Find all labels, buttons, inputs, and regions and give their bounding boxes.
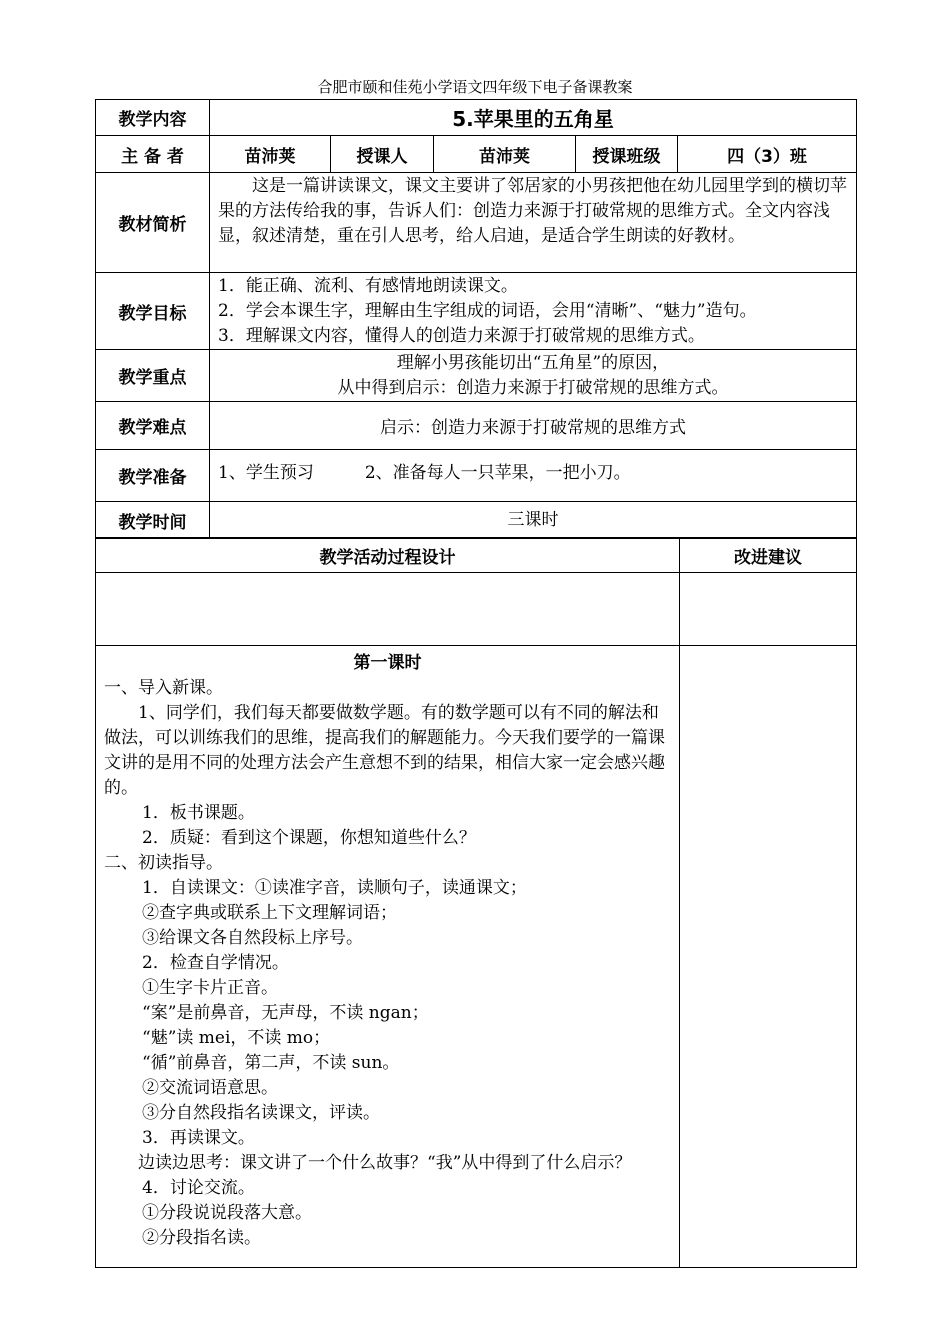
lesson-info-table: [95, 99, 857, 539]
planner-value: 苗沛荚: [210, 136, 331, 173]
lesson-line: ①分段说说段落大意。: [142, 1203, 312, 1223]
lesson-line: 1．板书课题。: [142, 803, 255, 823]
time-label: 教学时间: [96, 502, 210, 539]
key-line: 从中得到启示：创造力来源于打破常规的思维方式。: [337, 377, 729, 398]
design-header: 教学活动过程设计: [96, 538, 680, 573]
prep-label: 教学准备: [96, 450, 210, 502]
lesson-section-title: 第一课时: [353, 653, 422, 673]
goal-item: 3．理解课文内容，懂得人的创造力来源于打破常规的思维方式。: [218, 326, 705, 346]
lesson-line: ②查字典或联系上下文理解词语；: [142, 903, 397, 923]
lesson-content: [96, 646, 680, 1268]
difficulty-text: 启示：创造力来源于打破常规的思维方式: [210, 402, 857, 450]
analysis-text: 这是一篇讲读课文，课文主要讲了邻居家的小男孩把他在幼儿园里学到的横切苹果的方法传给我的事，告诉人们：创造力来源于打破常规的思维方式。全文内容浅显，叙述清楚，重在引人思考，给人启迪，是适合学生朗读的好教材。: [210, 173, 857, 273]
lesson-line: 4．讨论交流。: [142, 1178, 255, 1198]
time-text: 三课时: [210, 502, 857, 539]
key-text: [210, 350, 857, 402]
lesson-line: “循”前鼻音，第二声，不读 sun。: [142, 1053, 400, 1073]
teacher-value: 苗沛荚: [434, 136, 576, 173]
lesson-lines: [104, 676, 671, 1251]
lesson-line: “魅”读 mei，不读 mo；: [142, 1028, 331, 1048]
lesson-line: ③给课文各自然段标上序号。: [142, 928, 363, 948]
blank-design-cell: [96, 573, 680, 646]
suggestion-cell: [680, 646, 857, 1268]
planner-label: 主 备 者: [96, 136, 210, 173]
lesson-line: 边读边思考：课文讲了一个什么故事？“我”从中得到了什么启示？: [138, 1153, 632, 1173]
lesson-line: ②交流词语意思。: [142, 1078, 278, 1098]
class-value: 四（3）班: [678, 136, 857, 173]
key-label: 教学重点: [96, 350, 210, 402]
lesson-line: 1．自读课文：①读准字音，读顺句子，读通课文；: [142, 878, 527, 898]
goals-list: [210, 273, 857, 350]
lesson-title: 5.苹果里的五角星: [210, 100, 857, 136]
content-label: 教学内容: [96, 100, 210, 136]
lesson-line: ①生字卡片正音。: [142, 978, 278, 998]
lesson-line: ③分自然段指名读课文，评读。: [142, 1103, 380, 1123]
lesson-line: 3．再读课文。: [142, 1128, 255, 1148]
class-label: 授课班级: [576, 136, 678, 173]
prep-text: 1、学生预习 2、准备每人一只苹果，一把小刀。: [210, 450, 857, 502]
lesson-line: “案”是前鼻音，无声母，不读 ngan；: [142, 1003, 429, 1023]
lesson-line: 1、同学们，我们每天都要做数学题。有的数学题可以有不同的解法和做法，可以训练我们的思维，提高我们的解题能力。今天我们要学的一篇课文讲的是用不同的处理方法会产生意想不到的结果，相信大家一定会感兴趣的。: [104, 703, 665, 798]
lesson-line: 二、初读指导。: [104, 853, 223, 873]
lesson-line: 2．检查自学情况。: [142, 953, 289, 973]
suggestion-header: 改进建议: [680, 538, 857, 573]
goal-item: 1．能正确、流利、有感情地朗读课文。: [218, 276, 518, 296]
process-table: [95, 537, 857, 1268]
teacher-label: 授课人: [331, 136, 434, 173]
lesson-line: ②分段指名读。: [142, 1228, 261, 1248]
goal-item: 2．学会本课生字，理解由生字组成的词语，会用“清晰”、“魅力”造句。: [218, 301, 757, 321]
lesson-line: 一、导入新课。: [104, 678, 223, 698]
analysis-label: 教材简析: [96, 173, 210, 273]
lesson-line: 2．质疑：看到这个课题，你想知道些什么？: [142, 828, 476, 848]
goals-label: 教学目标: [96, 273, 210, 350]
key-line: 理解小男孩能切出“五角星”的原因，: [396, 352, 670, 373]
difficulty-label: 教学难点: [96, 402, 210, 450]
document-header: 合肥市颐和佳苑小学语文四年级下电子备课教案: [317, 78, 633, 96]
blank-suggestion-cell: [680, 573, 857, 646]
